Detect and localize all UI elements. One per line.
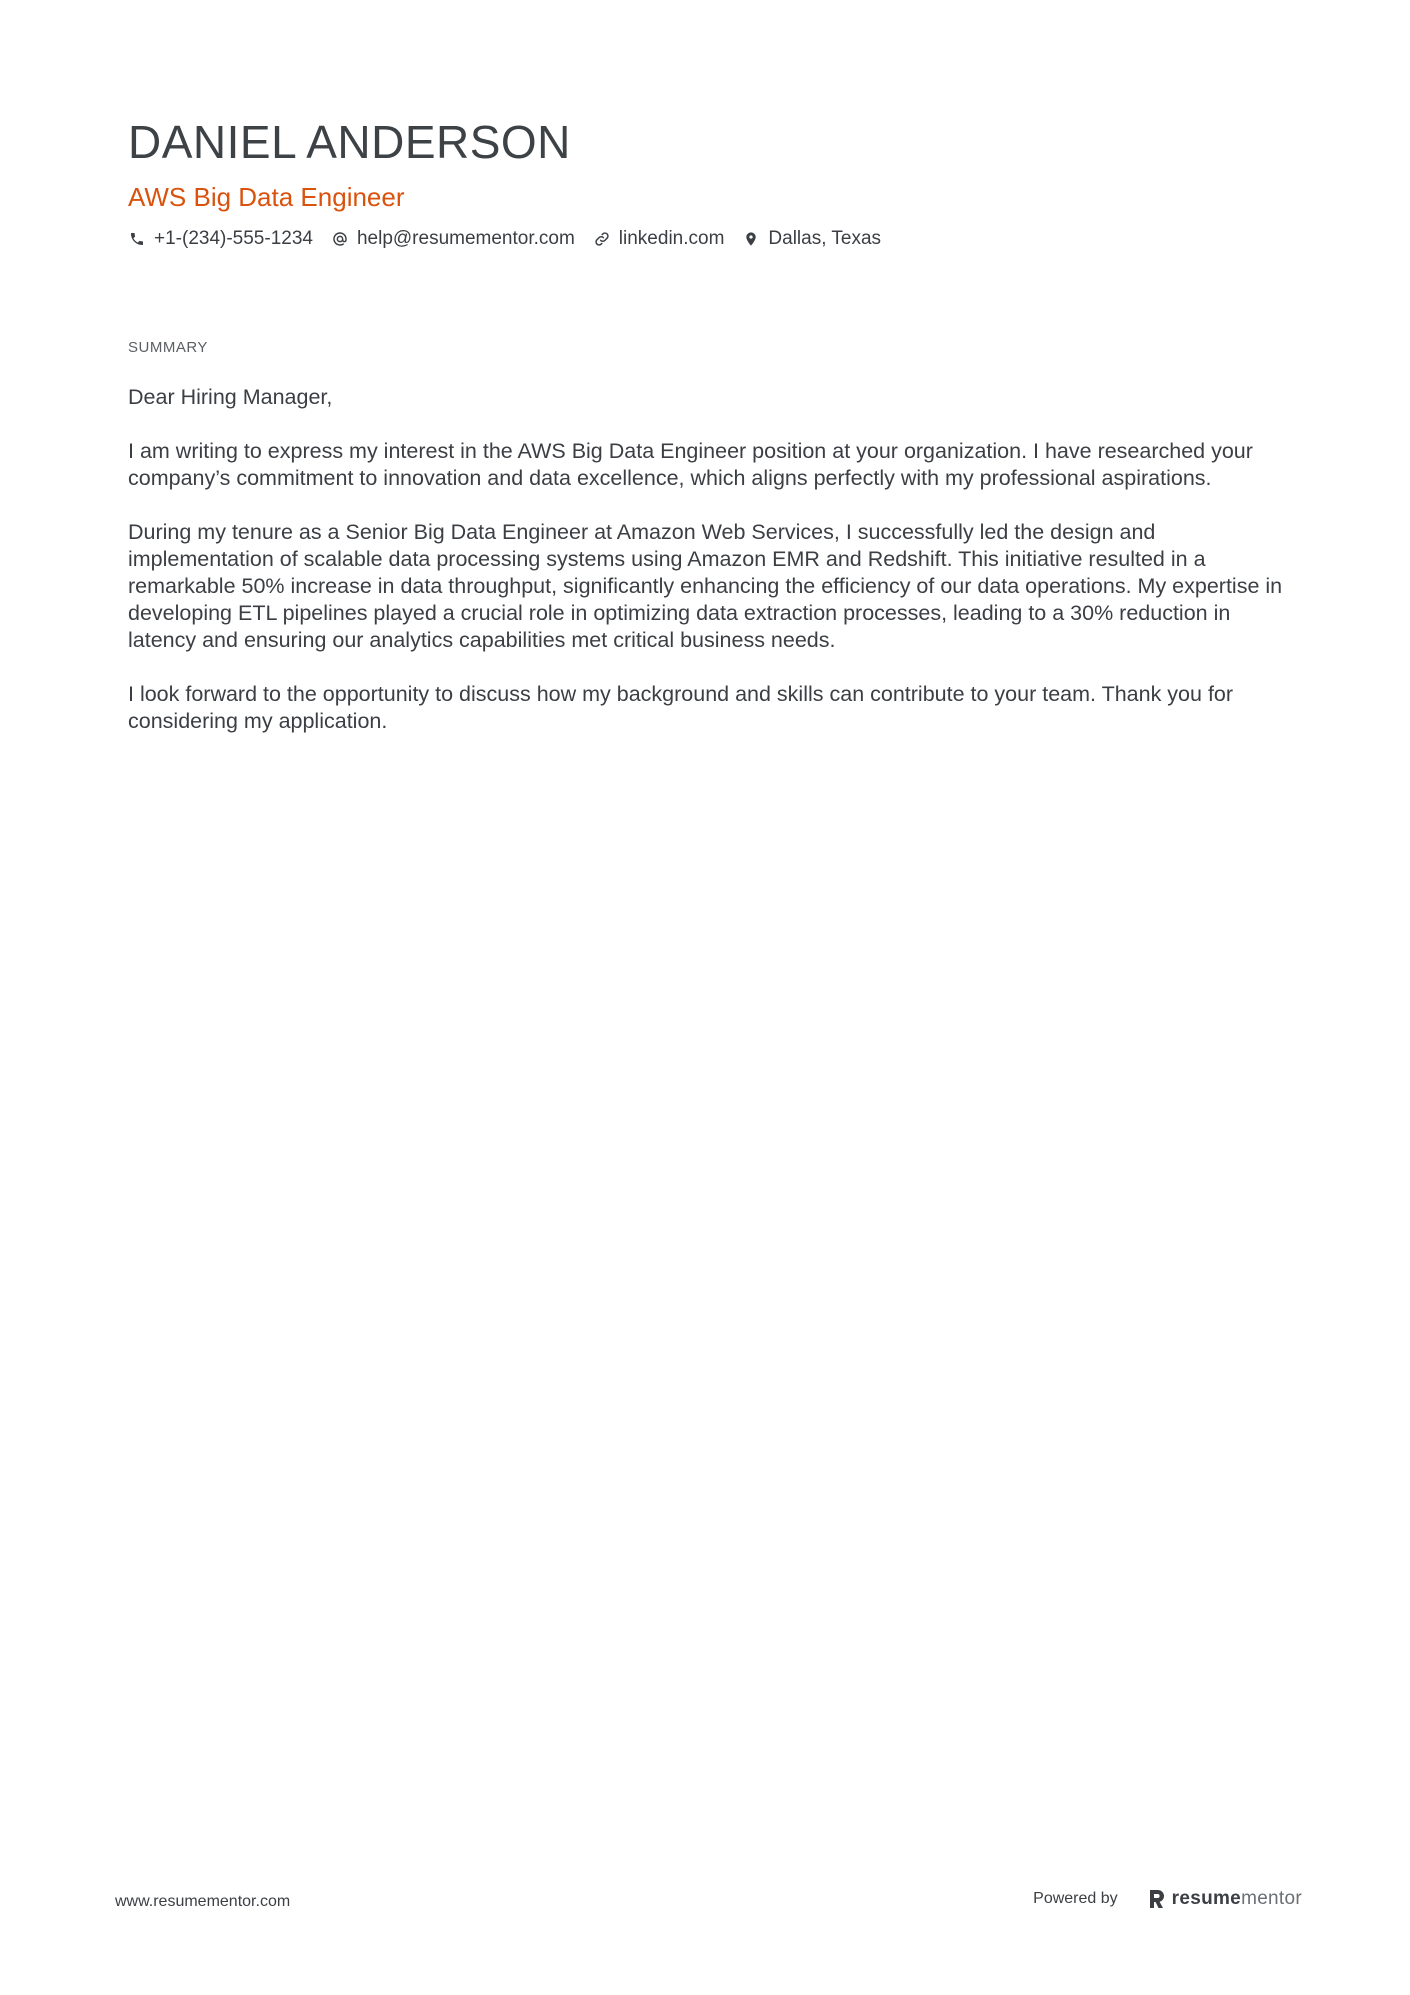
contact-location	[742, 226, 881, 252]
section-heading-summary: SUMMARY	[128, 339, 208, 356]
footer-website[interactable]: www.resumementor.com	[115, 1893, 291, 1910]
resumementor-logo-icon	[1148, 1889, 1166, 1909]
location-pin-icon	[742, 230, 760, 248]
contact-email[interactable]	[331, 226, 575, 252]
link-icon	[593, 230, 611, 248]
header	[128, 112, 1288, 252]
brand-logo[interactable]	[1148, 1888, 1302, 1910]
at-icon	[331, 230, 349, 248]
letter-body	[128, 384, 1293, 762]
candidate-name: DANIEL ANDERSON	[128, 116, 571, 168]
contact-phone-text: +1-(234)-555-1234	[154, 228, 313, 249]
contact-bar	[128, 226, 1288, 252]
powered-by-label: Powered by	[1033, 1890, 1118, 1907]
contact-location-text: Dallas, Texas	[768, 228, 882, 249]
phone-icon	[128, 230, 146, 248]
brand-name-light: mentor	[1241, 1888, 1302, 1909]
footer-branding	[1033, 1888, 1302, 1910]
contact-linkedin[interactable]	[593, 226, 725, 252]
letter-salutation: Dear Hiring Manager,	[128, 385, 333, 409]
letter-paragraph-intro: I am writing to express my interest in the AWS Big Data Engineer position at your organization. I have researched your company’s commitment to innovation and data excellence, which aligns perfectly with my professional aspirations.	[128, 439, 1253, 490]
job-title: AWS Big Data Engineer	[128, 182, 405, 212]
letter-paragraph-experience: During my tenure as a Senior Big Data Engineer at Amazon Web Services, I successfully led the design and implementation of scalable data processing systems using Amazon EMR and Redshift. This initiative resulted in a remarkable 50% increase in data throughput, significantly enhancing the efficiency of our data operations. My expertise in developing ETL pipelines played a crucial role in optimizing data extraction processes, leading to a 30% reduction in latency and ensuring our analytics capabilities met critical business needs.	[128, 520, 1283, 652]
brand-name-bold: resume	[1171, 1888, 1242, 1909]
contact-linkedin-text: linkedin.com	[618, 228, 725, 249]
contact-phone	[128, 226, 313, 252]
letter-paragraph-closing: I look forward to the opportunity to discuss how my background and skills can contribute to your team. Thank you for considering my application.	[128, 682, 1234, 733]
contact-email-text: help@resumementor.com	[356, 228, 575, 249]
